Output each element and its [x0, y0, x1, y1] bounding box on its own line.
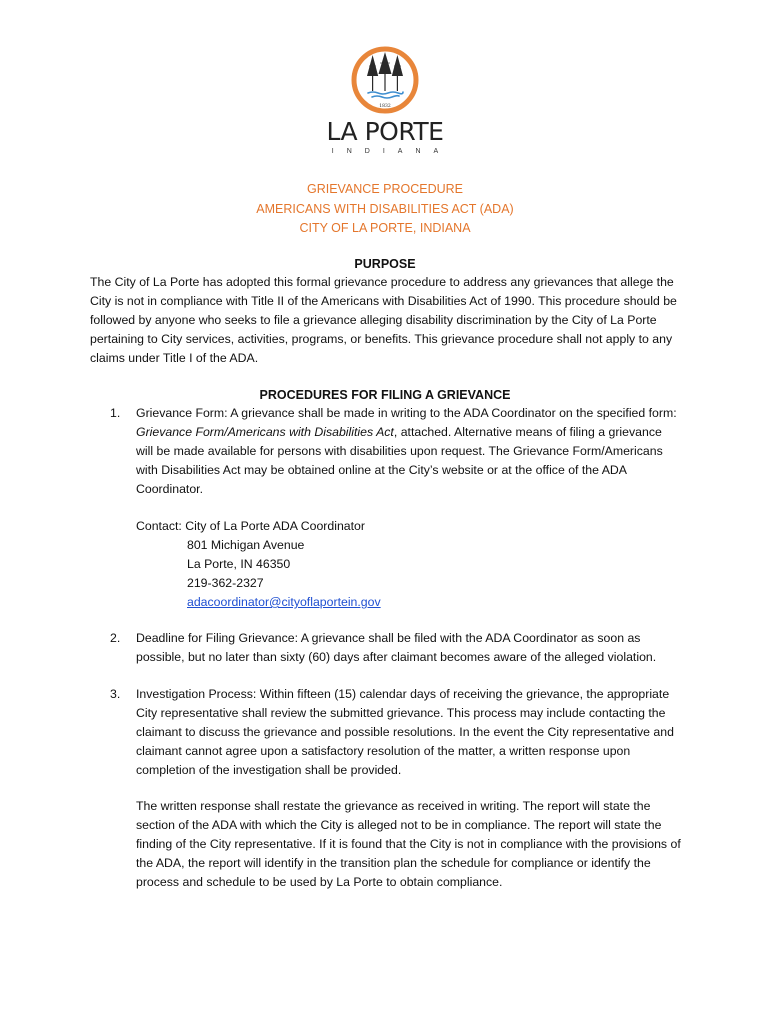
logo-year: 1832 [379, 104, 391, 109]
logo-sub-wordmark: INDIANA [331, 148, 452, 155]
contact-email-row [136, 593, 381, 612]
item1-text-after: , attached. Alternative means of filing a grievance will be made available for persons with disabilities upon request. The Grievance Form/Americans with Disabilities Act may be obtained online at the City’s website or at the office of the ADA Coordinator. [136, 425, 663, 496]
title-line-1: GRIEVANCE PROCEDURE [306, 182, 464, 196]
title-line-2: AMERICANS WITH DISABILITIES ACT (ADA) [256, 201, 514, 216]
document-titles [0, 180, 770, 239]
list-item-3 [110, 685, 682, 780]
contact-address-1: 801 Michigan Avenue [187, 538, 305, 552]
list-item-2-text: Deadline for Filing Grievance: A grievance shall be filed with the ADA Coordinator as soon as possible, but no later than sixty (60) days after claimant becomes aware of the alleged violation. [136, 631, 657, 664]
list-item-1 [110, 404, 682, 499]
list-number: 1. [110, 406, 121, 420]
list-item-2 [110, 629, 682, 667]
procedures-heading: PROCEDURES FOR FILING A GRIEVANCE [259, 388, 511, 402]
list-item-3-text: Investigation Process: Within fifteen (15) calendar days of receiving the grievance, the appropriate City representative shall review the submitted grievance. This process may include contacting the claimant to discuss the grievance and possible resolutions. In the event the City representative and claimant cannot agree upon a satisfactory resolution of the matter, a written response upon completion of the investigation shall be provided. [136, 687, 674, 777]
list-item-1-text [136, 404, 682, 499]
item1-text-before: Grievance Form: A grievance shall be made in writing to the ADA Coordinator on the specified form: [136, 406, 677, 420]
purpose-heading: PURPOSE [354, 257, 416, 271]
list-number: 3. [110, 687, 121, 701]
list-number: 2. [110, 631, 121, 645]
contact-address-2: La Porte, IN 46350 [187, 557, 291, 571]
written-response-paragraph: The written response shall restate the grievance as received in writing. The report will state the section of the ADA with which the City is alleged not to be in compliance. The report will state the finding of the City representative. If it is found that the City is not in compliance with the provisions of the ADA, the report will identify in the transition plan the schedule for compliance or identify the process and schedule to be used by La Porte to obtain compliance. [136, 799, 681, 889]
contact-email-link[interactable]: adacoordinator@cityoflaportein.gov [187, 595, 381, 609]
item1-form-name: Grievance Form/Americans with Disabilities Act [136, 425, 394, 439]
title-line-3: CITY OF LA PORTE, INDIANA [299, 221, 471, 235]
contact-phone: 219-362-2327 [187, 576, 264, 590]
logo-wordmark: LA PORTE [326, 117, 444, 146]
contact-label: Contact: City of La Porte ADA Coordinator [136, 519, 365, 533]
la-porte-logo-icon [351, 46, 419, 114]
contact-block [136, 517, 381, 612]
purpose-body: The City of La Porte has adopted this formal grievance procedure to address any grievances that allege the City is not in compliance with Title II of the Americans with Disabilities Act of 1990. This procedure should be followed by anyone who seeks to file a grievance alleging disability discrimination by the City of La Porte pertaining to City services, activities, programs, or benefits. This grievance procedure shall not apply to any claims under Title I of the ADA. [90, 275, 677, 365]
